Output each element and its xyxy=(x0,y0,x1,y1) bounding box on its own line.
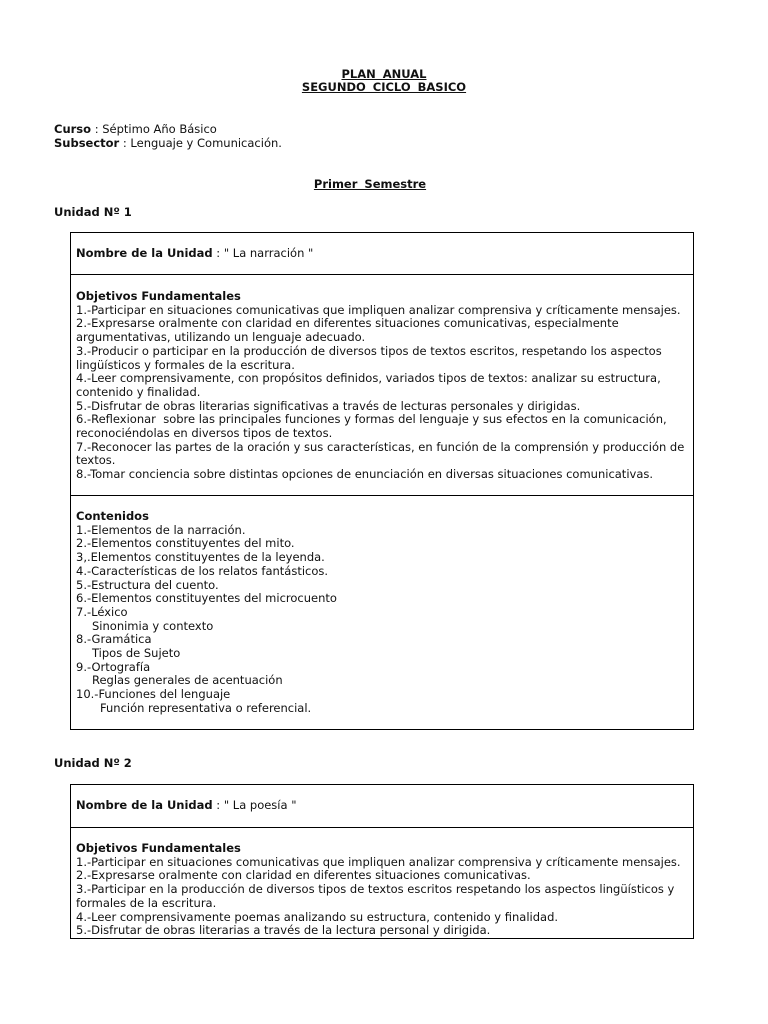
objective-line: 1.-Participar en situaciones comunicativas que impliquen analizar comprensiva y críticamente mensajes. xyxy=(76,854,681,869)
objective-line: formales de la escritura. xyxy=(76,895,217,910)
unit-1-label: Unidad Nº 1 xyxy=(54,205,132,219)
objectives-heading: Objetivos Fundamentales xyxy=(76,841,241,855)
unit-1-table xyxy=(70,232,694,730)
objective-line: lingüísticos y formales de la escritura. xyxy=(76,357,295,372)
objective-line: 2.-Expresarse oralmente con claridad en diferentes situaciones comunicativas. xyxy=(76,868,531,883)
objective-line: contenido y finalidad. xyxy=(76,384,201,399)
content-item: 9.-Ortografía xyxy=(76,659,151,674)
objective-line: 4.-Leer comprensivamente, con propósitos definidos, variados tipos de textos: analizar su estructura, xyxy=(76,371,661,386)
unit-2-table xyxy=(70,784,694,939)
content-item: 2.-Elementos constituyentes del mito. xyxy=(76,536,295,551)
unit-1-name-cell xyxy=(71,233,693,275)
objectives-heading: Objetivos Fundamentales xyxy=(76,289,241,303)
subsector-line xyxy=(54,137,282,151)
contents-heading: Contenidos xyxy=(76,509,149,523)
unit-name-label: Nombre de la Unidad xyxy=(76,798,213,813)
curso-value: : Séptimo Año Básico xyxy=(91,122,217,136)
objective-line: 8.-Tomar conciencia sobre distintas opciones de enunciación en diversas situaciones comunicativas. xyxy=(76,467,654,482)
unit-1-objectives-cell xyxy=(71,275,693,496)
content-item: 5.-Estructura del cuento. xyxy=(76,577,219,592)
content-item: 4.-Características de los relatos fantásticos. xyxy=(76,563,329,578)
content-item: 3,.Elementos constituyentes de la leyenda. xyxy=(76,550,325,565)
unit-1-contents-cell xyxy=(71,496,693,728)
unit-2-name-cell xyxy=(71,785,693,828)
objective-line: textos. xyxy=(76,453,116,468)
curso-label: Curso xyxy=(54,122,92,136)
unit-2-label: Unidad Nº 2 xyxy=(54,756,132,770)
objective-line: 7.-Reconocer las partes de la oración y sus características, en función de la comprensión y producción de xyxy=(76,439,685,454)
objective-line: 3.-Producir o participar en la producción de diversos tipos de textos escritos, respetando los aspectos xyxy=(76,343,662,358)
objective-line: 2.-Expresarse oralmente con claridad en diferentes situaciones comunicativas, especialmente xyxy=(76,316,619,331)
content-subitem: Tipos de Sujeto xyxy=(92,646,181,661)
unit-name-label: Nombre de la Unidad xyxy=(76,245,213,260)
objective-line: argumentativas, utilizando un lenguaje adecuado. xyxy=(76,330,366,345)
objective-line: reconociéndolas en diversos tipos de textos. xyxy=(76,426,333,441)
objective-line: 5.-Disfrutar de obras literarias a través de la lectura personal y dirigida. xyxy=(76,923,491,938)
objective-line: 3.-Participar en la producción de diversos tipos de textos escritos respetando los aspectos lingüísticos y xyxy=(76,882,675,897)
content-item: 8.-Gramática xyxy=(76,632,152,647)
objective-line: 6.-Reflexionar sobre las principales funciones y formas del lenguaje y sus efectos en la comunicación, xyxy=(76,412,667,427)
objective-line: 1.-Participar en situaciones comunicativas que impliquen analizar comprensiva y críticamente mensajes. xyxy=(76,302,681,317)
unit-name-value: : " La narración " xyxy=(212,245,314,260)
unit-name-value: : " La poesía " xyxy=(212,798,297,813)
content-subitem: Función representativa o referencial. xyxy=(100,700,312,715)
content-item: 10.-Funciones del lenguaje xyxy=(76,687,231,702)
unit-2-objectives-cell xyxy=(71,828,693,937)
content-item: 1.-Elementos de la narración. xyxy=(76,522,246,537)
semester-heading: Primer Semestre xyxy=(313,177,427,191)
content-subitem: Reglas generales de acentuación xyxy=(92,673,283,688)
curso-line xyxy=(54,123,217,137)
objective-line: 5.-Disfrutar de obras literarias significativas a través de lecturas personales y dirigidas. xyxy=(76,398,581,413)
objective-line: 4.-Leer comprensivamente poemas analizando su estructura, contenido y finalidad. xyxy=(76,909,559,924)
content-subitem: Sinonimia y contexto xyxy=(92,618,214,633)
content-item: 6.-Elementos constituyentes del microcuento xyxy=(76,591,337,606)
document-title: PLAN ANUAL xyxy=(341,67,427,81)
document-subtitle: SEGUNDO CICLO BASICO xyxy=(301,80,467,94)
subsector-label: Subsector xyxy=(54,136,120,150)
content-item: 7.-Léxico xyxy=(76,604,128,619)
subsector-value: : Lenguaje y Comunicación. xyxy=(119,136,282,150)
